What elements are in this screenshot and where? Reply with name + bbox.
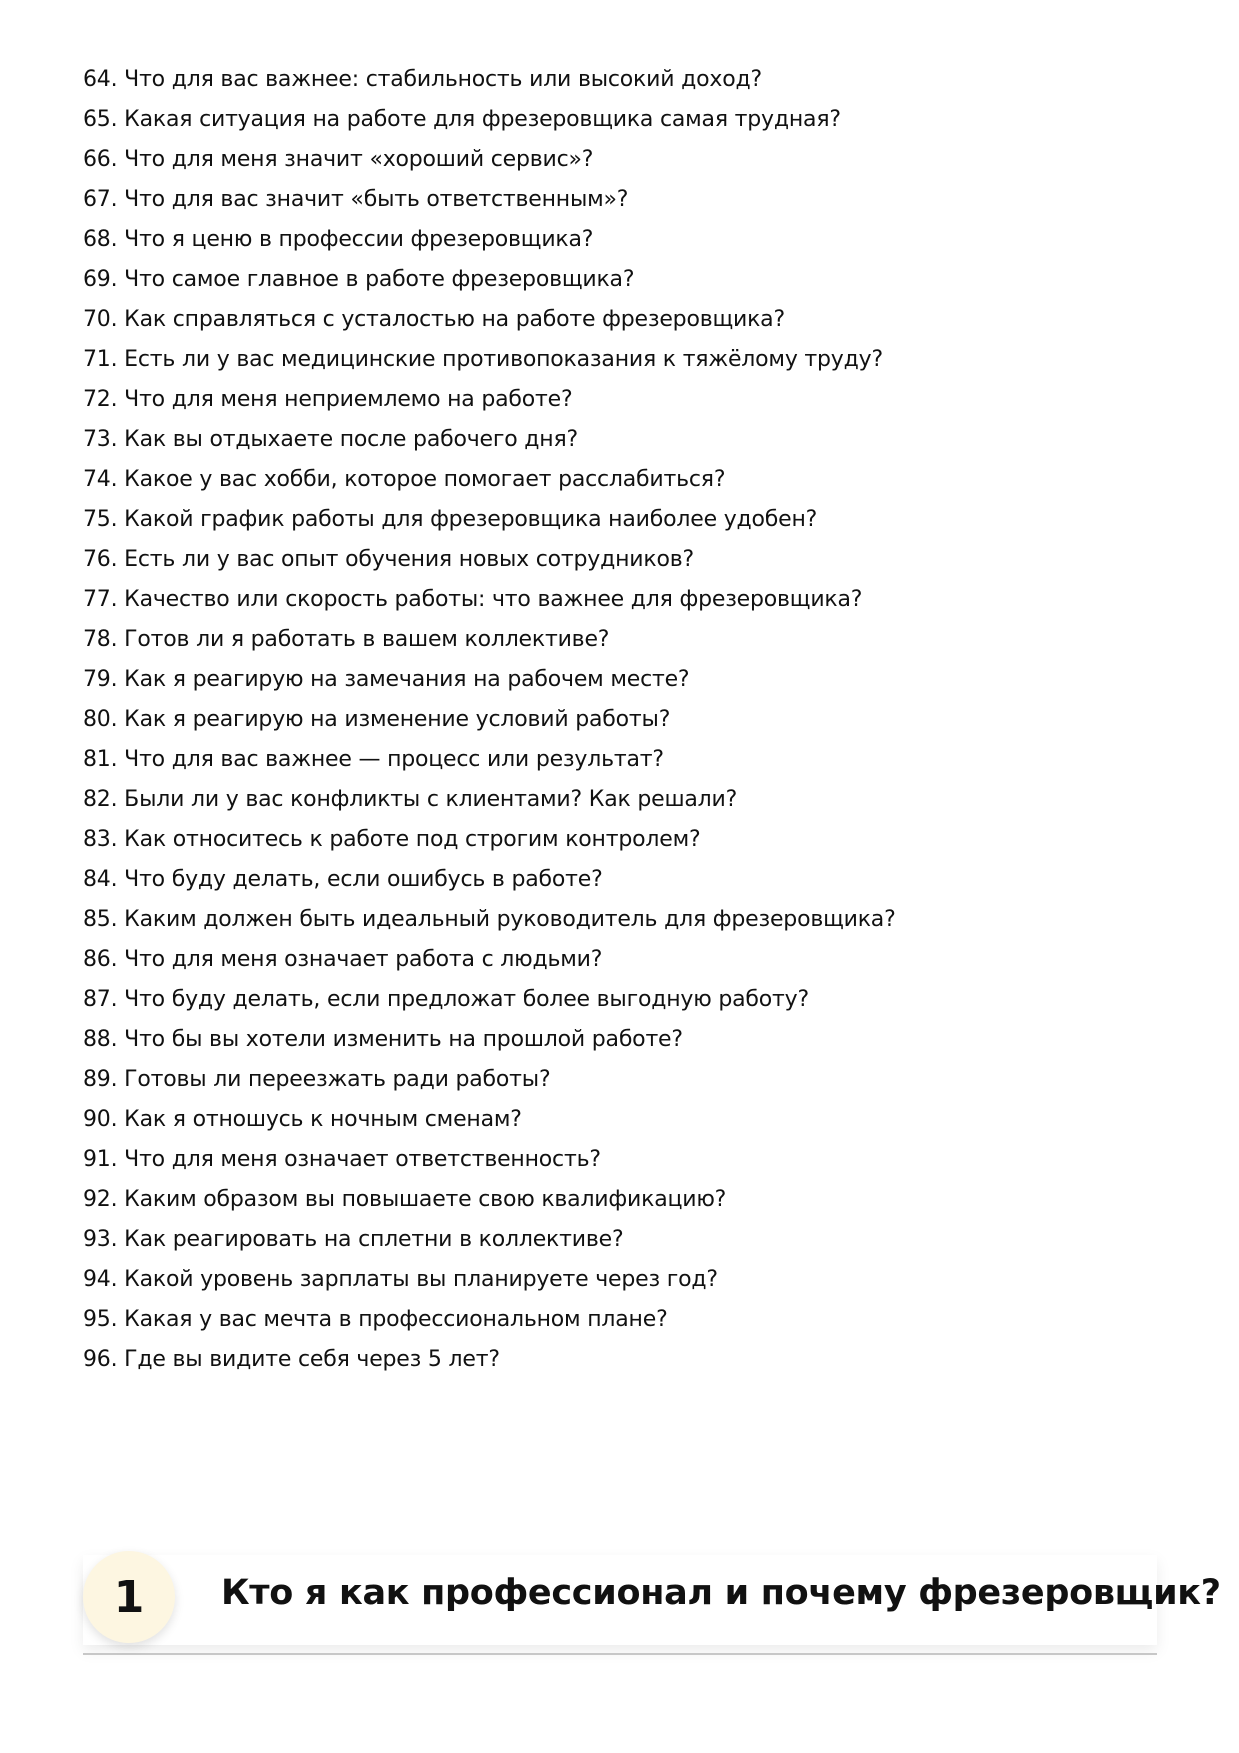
list-item: 85. Каким должен быть идеальный руководитель для фрезеровщика? [83,907,896,932]
list-item: 92. Каким образом вы повышаете свою квалификацию? [83,1187,727,1212]
list-item: 67. Что для вас значит «быть ответственным»? [83,187,629,212]
question-list [83,60,896,1380]
list-item: 77. Качество или скорость работы: что важнее для фрезеровщика? [83,587,863,612]
list-item: 78. Готов ли я работать в вашем коллективе? [83,627,610,652]
list-item: 75. Какой график работы для фрезеровщика наиболее удобен? [83,507,818,532]
list-item: 82. Были ли у вас конфликты с клиентами? Как решали? [83,787,738,812]
list-item: 76. Есть ли у вас опыт обучения новых сотрудников? [83,547,694,572]
list-item: 90. Как я отношусь к ночным сменам? [83,1107,522,1132]
list-item: 70. Как справляться с усталостью на работе фрезеровщика? [83,307,785,332]
section-divider [83,1653,1157,1655]
list-item: 96. Где вы видите себя через 5 лет? [83,1347,500,1372]
list-item: 65. Какая ситуация на работе для фрезеровщика самая трудная? [83,107,841,132]
list-item: 68. Что я ценю в профессии фрезеровщика? [83,227,594,252]
list-item: 89. Готовы ли переезжать ради работы? [83,1067,551,1092]
section-header [83,1545,1221,1657]
list-item: 84. Что буду делать, если ошибусь в работе? [83,867,603,892]
list-item: 88. Что бы вы хотели изменить на прошлой работе? [83,1027,683,1052]
list-item: 80. Как я реагирую на изменение условий работы? [83,707,671,732]
list-item: 95. Какая у вас мечта в профессиональном плане? [83,1307,668,1332]
list-item: 66. Что для меня значит «хороший сервис»? [83,147,594,172]
list-item: 64. Что для вас важнее: стабильность или высокий доход? [83,67,762,92]
list-item: 69. Что самое главное в работе фрезеровщика? [83,267,635,292]
list-item: 72. Что для меня неприемлемо на работе? [83,387,573,412]
list-item: 71. Есть ли у вас медицинские противопоказания к тяжёлому труду? [83,347,883,372]
list-item: 83. Как относитесь к работе под строгим контролем? [83,827,701,852]
list-item: 79. Как я реагирую на замечания на рабочем месте? [83,667,690,692]
list-item: 73. Как вы отдыхаете после рабочего дня? [83,427,578,452]
list-item: 87. Что буду делать, если предложат более выгодную работу? [83,987,809,1012]
list-item: 86. Что для меня означает работа с людьми? [83,947,603,972]
section-number-badge: 1 [83,1551,175,1643]
list-item: 94. Какой уровень зарплаты вы планируете через год? [83,1267,718,1292]
section-title: Кто я как профессионал и почему фрезеровщик? [221,1573,1221,1613]
list-item: 81. Что для вас важнее — процесс или результат? [83,747,664,772]
list-item: 93. Как реагировать на сплетни в коллективе? [83,1227,624,1252]
list-item: 74. Какое у вас хобби, которое помогает расслабиться? [83,467,726,492]
list-item: 91. Что для меня означает ответственность? [83,1147,601,1172]
